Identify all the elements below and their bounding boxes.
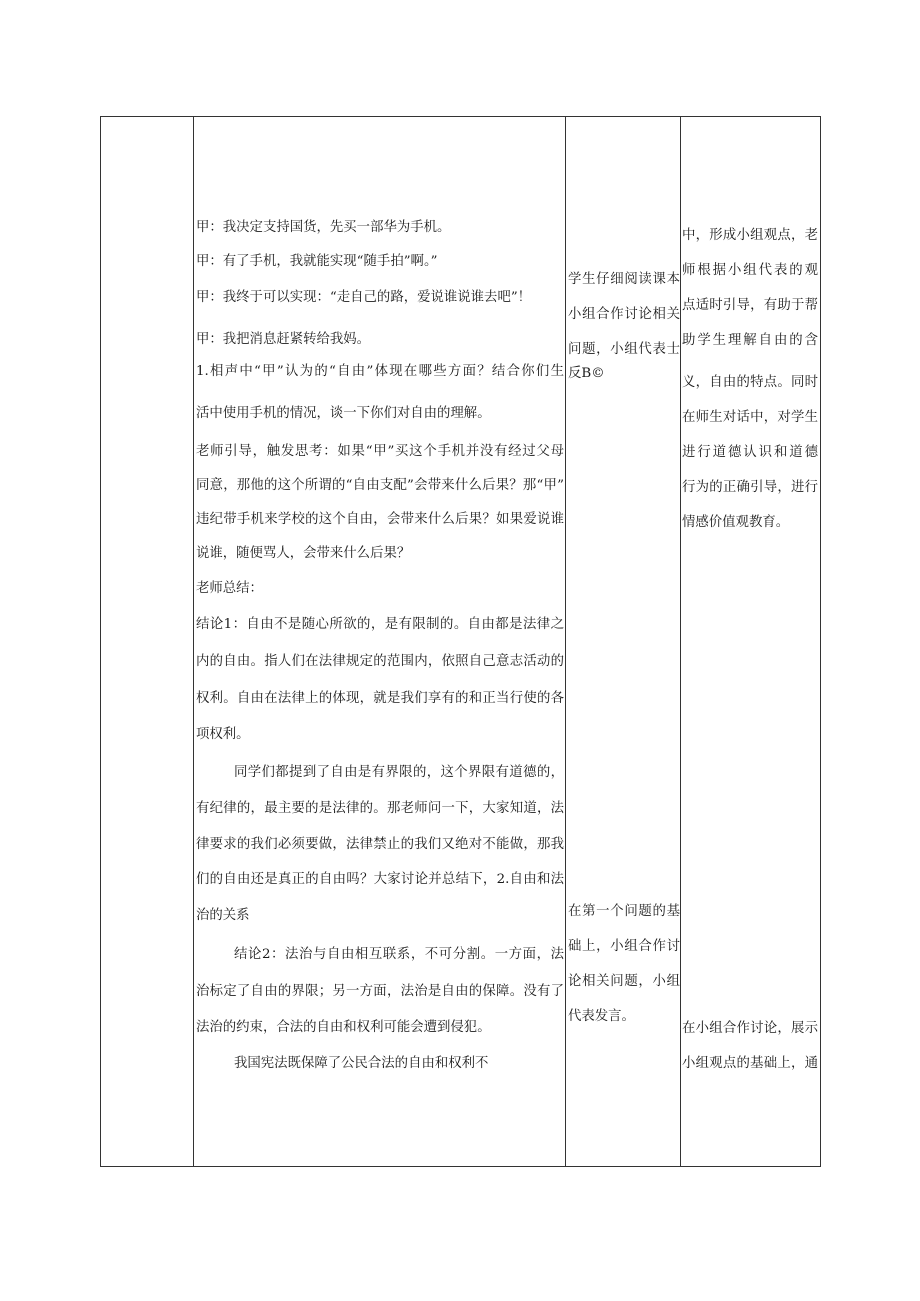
- student-activity-line: 础上，小组合作讨: [568, 939, 680, 954]
- student-activity-line: 问题，小组代表士: [568, 342, 680, 357]
- design-intent-line: 中，形成小组观点，老: [682, 228, 818, 243]
- teaching-content-column: [196, 117, 568, 1166]
- conclusion-1-line: 结论1：自由不是随心所欲的，是有限制的。自由都是法律之: [196, 617, 564, 632]
- conclusion-2-line: 法治的约束，合法的自由和权利可能会遭到侵犯。: [196, 1020, 491, 1035]
- column-blank: [101, 117, 193, 1166]
- dialogue-line: 甲：我终于可以实现：“走自己的路，爱说谁说谁去吧”！: [196, 290, 532, 305]
- paragraph-line: 有纪律的，最主要的是法律的。那老师问一下，大家知道，法: [196, 801, 564, 816]
- teacher-guide-line: 说谁，随便骂人，会带来什么后果？: [196, 546, 411, 561]
- design-intent-line: 师根据小组代表的观: [682, 263, 818, 278]
- design-intent-line: 助学生理解自由的含: [682, 333, 818, 348]
- constitution-line: 我国宪法既保障了公民合法的自由和权利不: [234, 1056, 489, 1071]
- conclusion-1-line: 项权利。: [196, 727, 250, 742]
- question-line: 1.相声中“甲”认为的“自由”体现在哪些方面？结合你们生: [196, 364, 564, 379]
- design-intent-line: 在师生对话中，对学生: [682, 410, 818, 425]
- dialogue-line: 甲：我决定支持国货，先买一部华为手机。: [196, 220, 451, 235]
- design-intent-line: 小组观点的基础上，通: [682, 1056, 818, 1071]
- design-intent-column: [682, 117, 820, 1166]
- lesson-plan-table: [100, 116, 821, 1167]
- teacher-summary-label: 老师总结：: [196, 581, 263, 596]
- student-activity-line: 小组合作讨论相关: [568, 307, 680, 322]
- student-activity-line: 反B©: [568, 366, 605, 381]
- design-intent-line: 进行道德认识和道德: [682, 445, 818, 460]
- student-activity-line: 在第一个问题的基: [568, 904, 680, 919]
- teacher-guide-line: 老师引导，触发思考：如果“甲”买这个手机并没有经过父母: [196, 444, 564, 459]
- student-activity-column: [568, 117, 682, 1166]
- conclusion-2-line: 治标定了自由的界限；另一方面，法治是自由的保障。没有了: [196, 984, 564, 999]
- student-activity-line: 代表发言。: [568, 1009, 635, 1024]
- paragraph-line: 治的关系: [196, 908, 250, 923]
- design-intent-line: 在小组合作讨论，展示: [682, 1021, 818, 1036]
- design-intent-line: 义，自由的特点。同时: [682, 375, 818, 390]
- question-line: 活中使用手机的情况，谈一下你们对自由的理解。: [196, 406, 491, 421]
- paragraph-line: 们的自由还是真正的自由吗？大家讨论并总结下，2.自由和法: [196, 872, 564, 887]
- conclusion-1-line: 内的自由。指人们在法律规定的范围内，依照自己意志活动的: [196, 654, 564, 669]
- teacher-guide-line: 同意，那他的这个所谓的“自由支配”会带来什么后果？那“甲”: [196, 478, 564, 493]
- teacher-guide-line: 违纪带手机来学校的这个自由，会带来什么后果？如果爱说谁: [196, 512, 564, 527]
- design-intent-line: 点适时引导，有助于帮: [682, 298, 818, 313]
- column-divider: [193, 117, 194, 1166]
- dialogue-line: 甲：我把消息赶紧转给我妈。: [196, 332, 371, 347]
- design-intent-line: 行为的正确引导，进行: [682, 480, 818, 495]
- dialogue-line: 甲：有了手机，我就能实现“随手拍”啊。”: [196, 254, 438, 269]
- paragraph-line: 律要求的我们必须要做，法律禁止的我们又绝对不能做，那我: [196, 837, 564, 852]
- conclusion-1-line: 权利。自由在法律上的体现，就是我们享有的和正当行使的各: [196, 691, 564, 706]
- student-activity-line: 学生仔细阅读课本: [568, 272, 680, 287]
- conclusion-2-line: 结论2：法治与自由相互联系，不可分割。一方面，法: [234, 947, 564, 962]
- paragraph-line: 同学们都提到了自由是有界限的，这个界限有道德的，: [234, 765, 564, 780]
- design-intent-line: 情感价值观教育。: [682, 515, 790, 530]
- student-activity-line: 论相关问题，小组: [568, 974, 680, 989]
